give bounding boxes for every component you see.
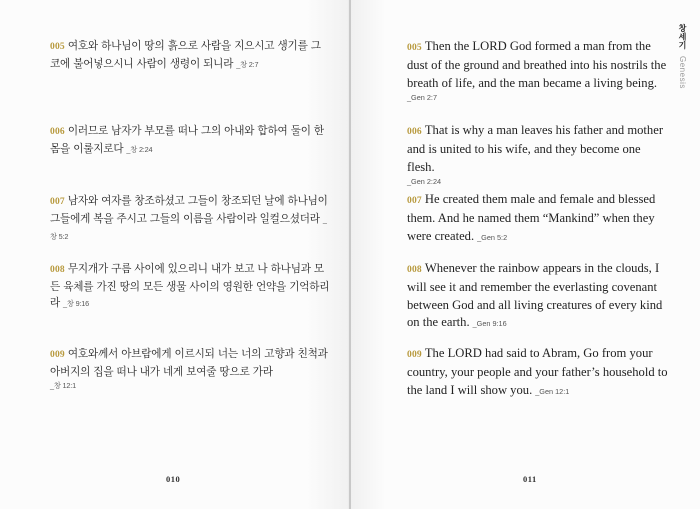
verse-reference: _창 5:2 <box>50 214 327 241</box>
verse-number: 006 <box>50 127 65 137</box>
verse-reference: _창 2:7 <box>236 59 259 69</box>
left-page <box>0 0 349 509</box>
verse-ko-009 <box>50 346 330 391</box>
verse-number: 005 <box>50 42 65 52</box>
verse-ko-006 <box>50 123 330 158</box>
verse-text: 이러므로 남자가 부모를 떠나 그의 아내와 합하여 둘이 한 몸을 이룰지로다 <box>50 125 324 155</box>
verse-text: The LORD had said to Abram, Go from your country, your people and your father’s household to the land I will show you. <box>407 346 668 397</box>
verse-number: 007 <box>50 197 65 207</box>
verse-reference: _창 12:1 <box>50 381 76 390</box>
verse-text: Whenever the rainbow appears in the clouds, I will see it and remember the everlasting covenant between God and all living creatures of every kind on the earth. <box>407 261 663 329</box>
verse-en-005 <box>407 38 669 103</box>
verse-reference: _창 2:24 <box>126 144 153 154</box>
verse-number: 008 <box>407 265 422 275</box>
section-title-korean: 창세기 <box>678 24 687 50</box>
verse-number: 005 <box>407 43 422 53</box>
page-number: 011 <box>523 474 537 484</box>
verse-en-006 <box>407 122 669 187</box>
verse-reference: _Gen 5:2 <box>477 232 508 242</box>
book-section-tab <box>677 24 688 88</box>
section-title-english: Genesis <box>678 55 687 89</box>
verse-en-007 <box>407 191 669 246</box>
verse-reference: _Gen 2:7 <box>407 92 438 102</box>
verse-text: He created them male and female and blessed them. And he named them “Mankind” when they were created. <box>407 192 656 243</box>
verse-reference: _Gen 12:1 <box>535 386 570 396</box>
verse-text: 여호와 하나님이 땅의 흙으로 사람을 지으시고 생기를 그 코에 불어넣으시니 사람이 생령이 되니라 <box>50 40 321 70</box>
verse-text: 무지개가 구름 사이에 있으리니 내가 보고 나 하나님과 모든 육체를 가진 땅의 모든 생물 사이의 영원한 언약을 기억하리라 <box>50 263 330 309</box>
verse-number: 009 <box>407 350 422 360</box>
verse-text: 여호와께서 아브람에게 이르시되 너는 너의 고향과 친척과 아버지의 집을 떠나 내가 네게 보여줄 땅으로 가라 <box>50 348 328 378</box>
verse-reference: _창 9:16 <box>63 299 89 308</box>
page-number: 010 <box>166 474 181 484</box>
verse-reference: _Gen 9:16 <box>472 318 507 328</box>
verse-ko-008 <box>50 261 330 313</box>
verse-number: 009 <box>50 350 65 360</box>
verse-ko-007 <box>50 193 330 246</box>
verse-en-008 <box>407 260 669 332</box>
verse-ko-005 <box>50 38 330 73</box>
verse-number: 006 <box>407 127 422 137</box>
right-page <box>351 0 700 509</box>
verse-text: 남자와 여자를 창조하셨고 그들이 창조되던 날에 하나님이 그들에게 복을 주시고 그들의 이름을 사람이라 일컬으셨더라 <box>50 195 328 225</box>
verse-number: 007 <box>407 196 422 206</box>
verse-text: That is why a man leaves his father and mother and is united to his wife, and they become one flesh. <box>407 123 664 174</box>
verse-number: 008 <box>50 265 65 275</box>
verse-en-009 <box>407 345 669 400</box>
verse-reference: _Gen 2:24 <box>407 176 442 186</box>
verse-text: Then the LORD God formed a man from the dust of the ground and breathed into his nostrils the breath of life, and the man became a living being. <box>407 39 667 90</box>
